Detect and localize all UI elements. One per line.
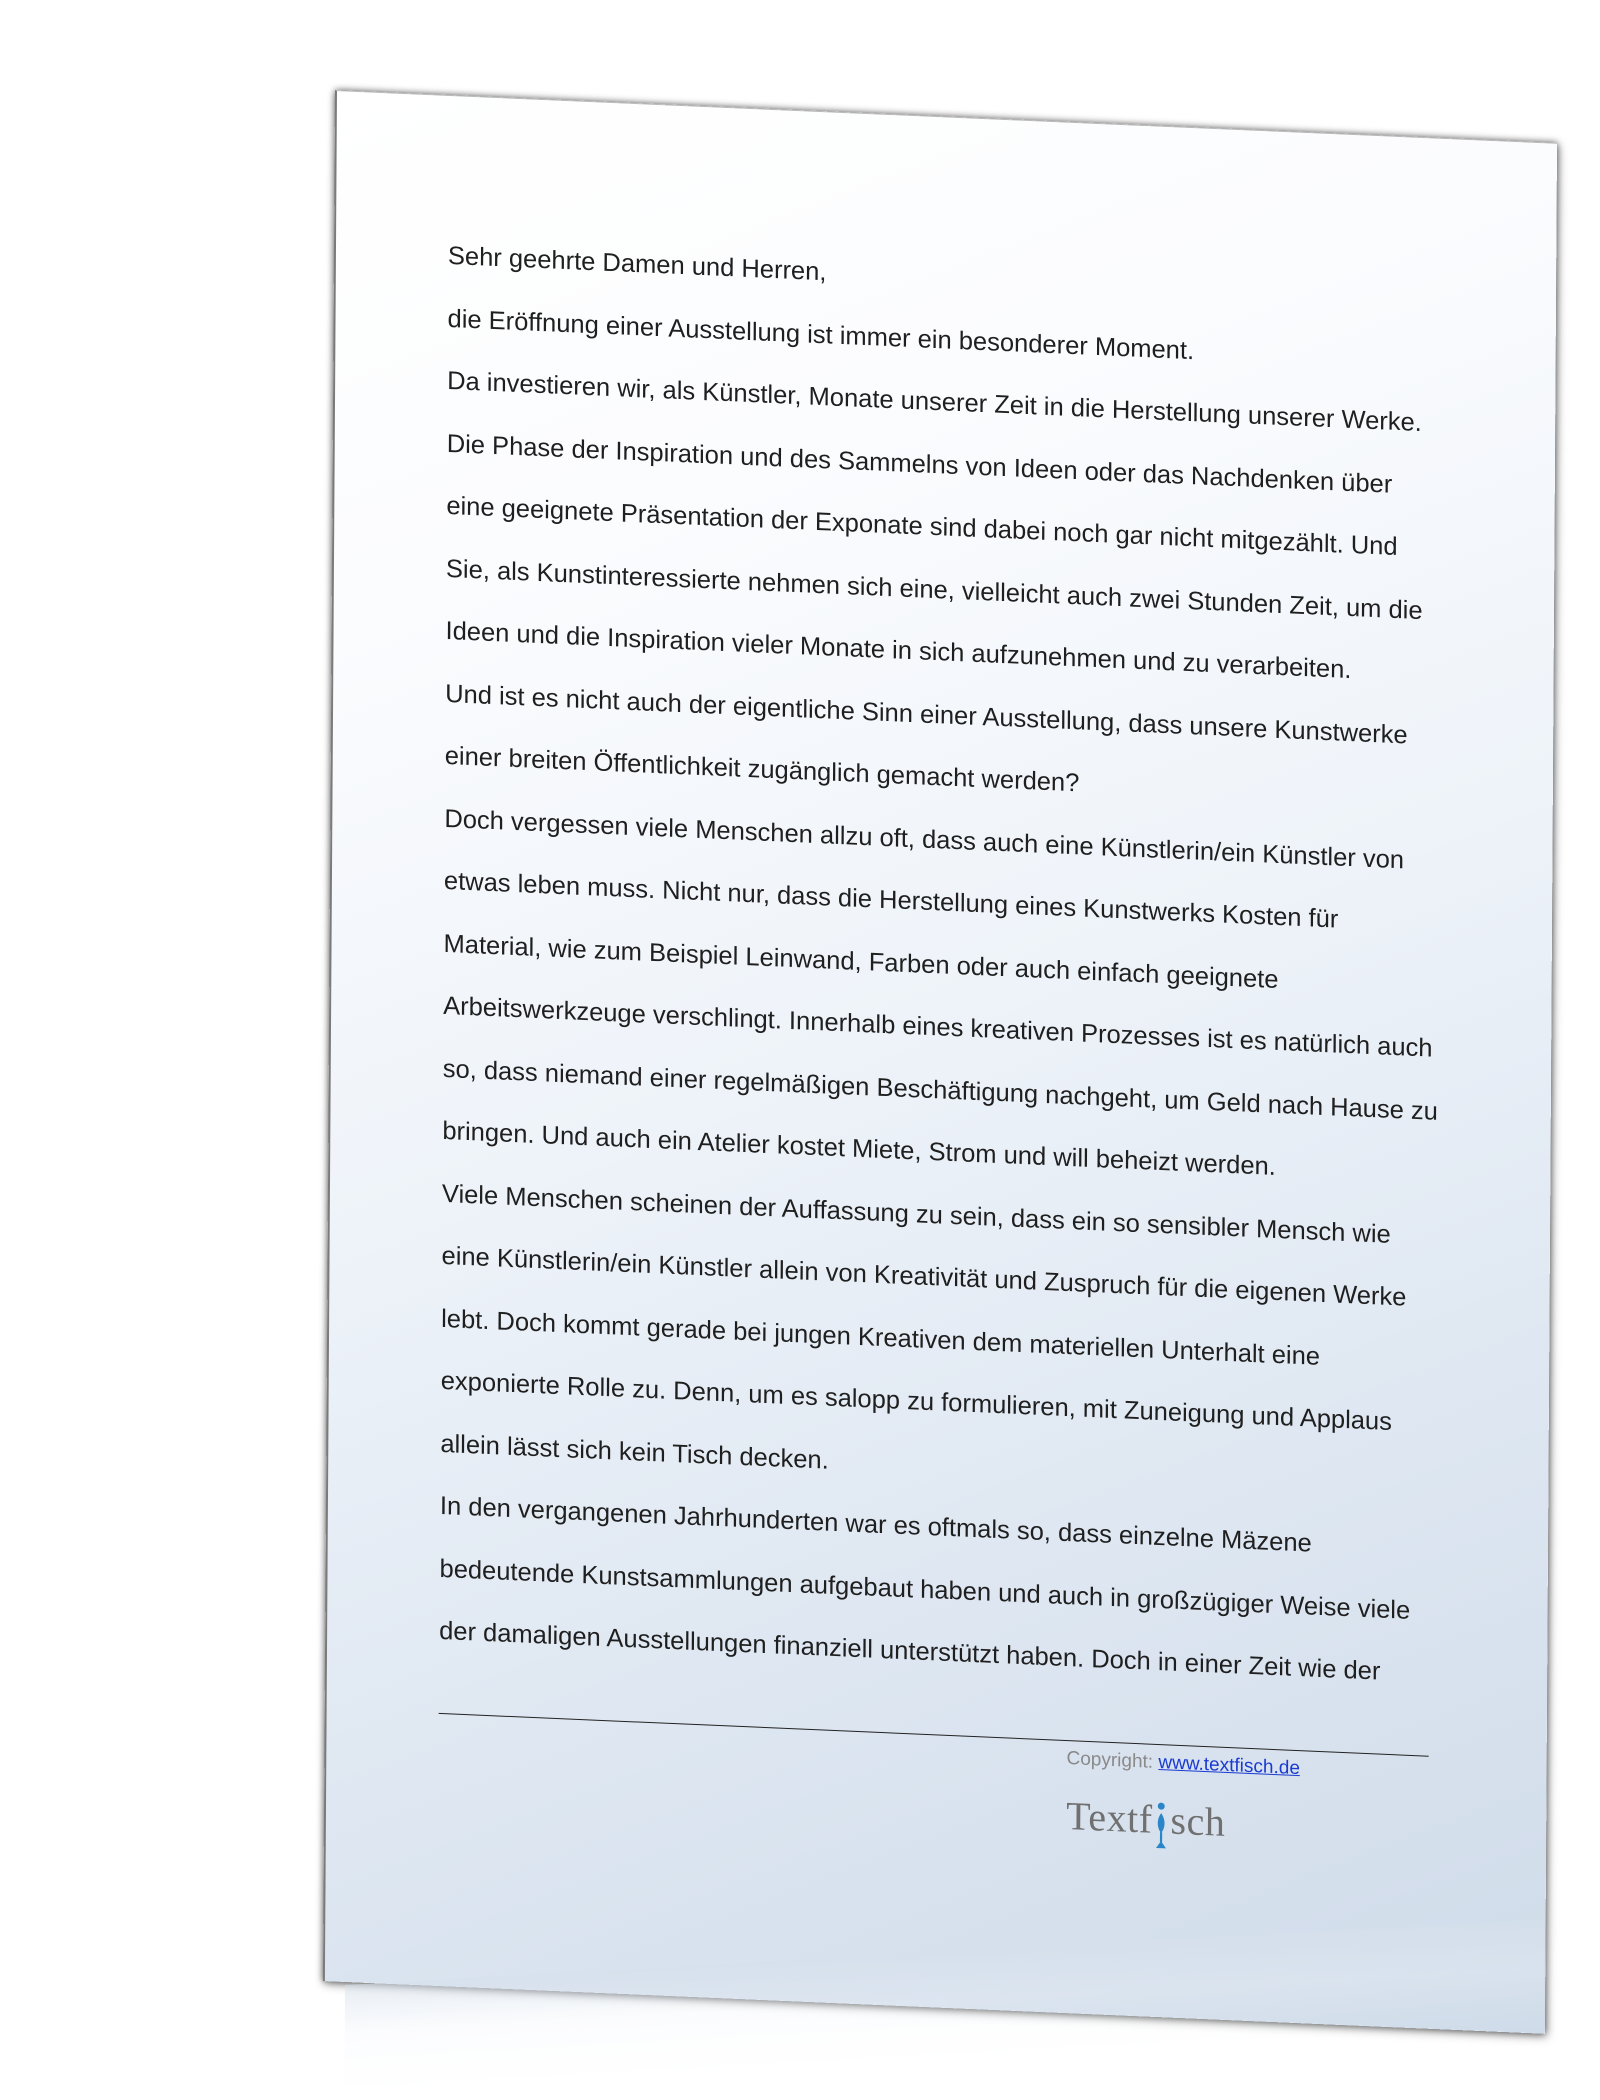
copyright-notice bbox=[1066, 1748, 1300, 1780]
copyright-label: Copyright: bbox=[1066, 1748, 1154, 1773]
document-page bbox=[323, 90, 1557, 2034]
letter-line: exponierte Rolle zu. Denn, um es salopp zu formulieren, mit Zuneigung und Applaus bbox=[440, 1366, 1392, 1437]
letter-line: Ideen und die Inspiration vieler Monate in sich aufzunehmen und zu verarbeiten. bbox=[445, 616, 1352, 685]
letter-line: lebt. Doch kommt gerade bei jungen Kreativen dem materiellen Unterhalt eine bbox=[441, 1304, 1321, 1371]
footer-divider bbox=[439, 1713, 1429, 1757]
letter-line: Sie, als Kunstinteressierte nehmen sich eine, vielleicht auch zwei Stunden Zeit, um die bbox=[445, 554, 1423, 625]
letter-line: etwas leben muss. Nicht nur, dass die Herstellung eines Kunstwerks Kosten für bbox=[443, 866, 1339, 934]
letter-line: Material, wie zum Beispiel Leinwand, Farben oder auch einfach geeignete bbox=[443, 929, 1279, 994]
letter-line: allein lässt sich kein Tisch decken. bbox=[440, 1429, 829, 1475]
textfisch-link[interactable]: www.textfisch.de bbox=[1158, 1752, 1300, 1780]
letter-line: der damaligen Ausstellungen finanziell unterstützt haben. Doch in einer Zeit wie der bbox=[439, 1616, 1381, 1686]
letter-line: Die Phase der Inspiration und des Sammelns von Ideen oder das Nachdenken über bbox=[446, 429, 1393, 499]
letter-line: bedeutende Kunstsammlungen aufgebaut haben und auch in großzügiger Weise viele bbox=[439, 1554, 1411, 1625]
letter-line: Da investieren wir, als Künstler, Monate unserer Zeit in die Herstellung unserer Werke. bbox=[447, 366, 1422, 438]
letter-body bbox=[439, 236, 1488, 1718]
letter-line: In den vergangenen Jahrhunderten war es oftmals so, dass einzelne Mäzene bbox=[439, 1491, 1312, 1558]
textfisch-logo bbox=[1066, 1779, 1226, 1846]
letter-line: die Eröffnung einer Ausstellung ist immer ein besonderer Moment. bbox=[447, 304, 1195, 365]
logo-text-start: Textf bbox=[1066, 1793, 1153, 1842]
letter-line: Und ist es nicht auch der eigentliche Sinn einer Ausstellung, dass unsere Kunstwerke bbox=[445, 679, 1408, 750]
letter-line: Arbeitswerkzeuge verschlingt. Innerhalb eines kreativen Prozesses ist es natürlich auch bbox=[443, 991, 1433, 1063]
letter-line: einer breiten Öffentlichkeit zugänglich gemacht werden? bbox=[444, 741, 1080, 798]
letter-line: Doch vergessen viele Menschen allzu oft, dass auch eine Künstlerin/ein Künstler von bbox=[444, 804, 1405, 874]
letter-line: eine Künstlerin/ein Künstler allein von Kreativität und Zuspruch für die eigenen Werke bbox=[441, 1241, 1407, 1312]
letter-line: bringen. Und auch ein Atelier kostet Miete, Strom und will beheizt werden. bbox=[442, 1116, 1276, 1181]
logo-text-end: sch bbox=[1170, 1797, 1226, 1845]
letter-line: so, dass niemand einer regelmäßigen Beschäftigung nachgeht, um Geld nach Hause zu bbox=[442, 1054, 1438, 1126]
letter-line: eine geeignete Präsentation der Exponate sind dabei noch gar nicht mitgezählt. Und bbox=[446, 491, 1398, 562]
letter-line: Viele Menschen scheinen der Auffassung zu sein, dass ein so sensibler Mensch wie bbox=[441, 1179, 1391, 1249]
letter-line: Sehr geehrte Damen und Herren, bbox=[447, 241, 827, 287]
fish-icon bbox=[1153, 1801, 1169, 1852]
